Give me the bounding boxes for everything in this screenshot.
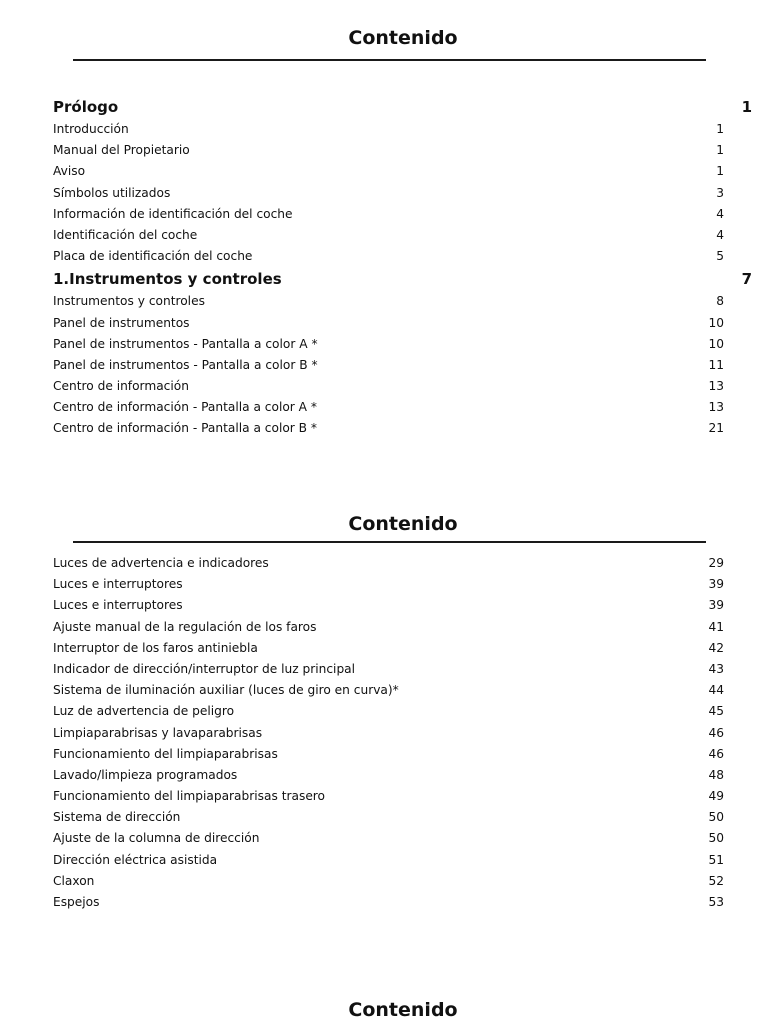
toc-page-number: 48 — [708, 767, 724, 782]
toc-chapter-entry[interactable] — [53, 267, 752, 291]
toc-entry[interactable] — [53, 871, 752, 892]
toc-page-number: 1 — [716, 143, 724, 158]
toc-page-number: 7 — [741, 270, 752, 289]
toc-page-number: 50 — [708, 810, 724, 825]
toc-entry[interactable] — [53, 807, 752, 828]
toc-entry-label: Centro de información - Pantalla a color A * — [53, 400, 317, 415]
toc-entry-label: Indicador de dirección/interruptor de luz principal — [53, 661, 356, 676]
toc-page-number: 53 — [708, 895, 724, 909]
toc-entry-label: Prólogo — [53, 98, 119, 116]
toc-chapter-entry[interactable] — [53, 95, 752, 119]
toc-entry-label: Placa de identificación del coche — [53, 249, 253, 264]
toc-entry-label: Funcionamiento del limpiaparabrisas — [53, 746, 278, 761]
toc-page-number: 39 — [708, 577, 724, 592]
toc-entry-label: Sistema de iluminación auxiliar (luces de giro en curva)* — [53, 683, 399, 698]
toc-entry[interactable] — [53, 701, 752, 722]
toc-page-number: 11 — [708, 357, 724, 372]
toc-page-number: 29 — [708, 556, 724, 570]
toc-entry-label: Luces de advertencia e indicadores — [53, 556, 269, 570]
toc-entry-label: Ajuste manual de la regulación de los faros — [53, 619, 317, 634]
toc-page-number: 1 — [716, 164, 724, 179]
toc-entry[interactable] — [53, 225, 752, 246]
toc-entry[interactable] — [53, 161, 752, 182]
toc-page-number: 41 — [708, 619, 724, 634]
toc-page-number: 49 — [708, 789, 724, 804]
toc-entry[interactable] — [53, 355, 752, 376]
toc-page-number: 10 — [708, 336, 724, 351]
toc-entry[interactable] — [53, 376, 752, 397]
toc-entry-label: Introducción — [53, 122, 129, 136]
toc-entry[interactable] — [53, 659, 752, 680]
toc-page-number: 39 — [708, 598, 724, 613]
toc-entry[interactable] — [53, 680, 752, 701]
toc-entry[interactable] — [53, 744, 752, 765]
title-divider — [73, 59, 706, 61]
toc-entry[interactable] — [53, 334, 752, 355]
toc-page-number: 5 — [716, 249, 724, 264]
page-title: Contenido — [348, 513, 458, 535]
toc-page-number: 4 — [716, 206, 724, 221]
toc-entry-label: Centro de información — [53, 379, 189, 394]
toc-entry-label: Limpiaparabrisas y lavaparabrisas — [53, 725, 263, 740]
toc-page-number: 13 — [708, 400, 724, 415]
toc-entry-label: Dirección eléctrica asistida — [53, 852, 218, 867]
toc-page-number: 10 — [708, 315, 724, 330]
toc-page-number: 43 — [708, 661, 724, 676]
toc-entry-label: 1.Instrumentos y controles — [53, 270, 282, 289]
toc-entry[interactable] — [53, 291, 752, 312]
toc-entry[interactable] — [53, 204, 752, 225]
toc-entry-label: Instrumentos y controles — [53, 294, 205, 309]
toc-page-number: 51 — [708, 852, 724, 867]
toc-entry[interactable] — [53, 119, 752, 140]
toc-entry[interactable] — [53, 617, 752, 638]
toc-entry-label: Panel de instrumentos - Pantalla a color B * — [53, 357, 318, 372]
toc-entry-label: Información de identificación del coche — [53, 206, 293, 221]
page-title: Contenido — [348, 999, 458, 1021]
toc-page-number: 1 — [741, 98, 752, 116]
toc-page-number: 3 — [716, 185, 724, 200]
toc-page-number: 46 — [708, 725, 724, 740]
toc-list — [53, 553, 752, 913]
toc-page-number: 13 — [708, 379, 724, 394]
toc-entry[interactable] — [53, 418, 752, 439]
toc-entry[interactable] — [53, 397, 752, 418]
toc-entry[interactable] — [53, 786, 752, 807]
toc-entry-label: Identificación del coche — [53, 227, 198, 242]
toc-entry-label: Luz de advertencia de peligro — [53, 704, 235, 719]
toc-entry-label: Espejos — [53, 895, 100, 909]
toc-entry-label: Luces e interruptores — [53, 598, 183, 613]
toc-entry-label: Aviso — [53, 164, 86, 179]
title-divider — [73, 541, 706, 543]
toc-list — [53, 95, 752, 440]
toc-entry-label: Panel de instrumentos - Pantalla a color A * — [53, 336, 318, 351]
toc-entry-label: Manual del Propietario — [53, 143, 190, 158]
toc-entry[interactable] — [53, 553, 752, 574]
toc-entry[interactable] — [53, 574, 752, 595]
toc-page-number: 44 — [708, 683, 724, 698]
toc-entry-label: Lavado/limpieza programados — [53, 767, 238, 782]
toc-entry[interactable] — [53, 638, 752, 659]
toc-entry[interactable] — [53, 595, 752, 616]
toc-entry[interactable] — [53, 140, 752, 161]
toc-entry-label: Interruptor de los faros antiniebla — [53, 640, 258, 655]
toc-page-number: 1 — [716, 122, 724, 136]
toc-entry[interactable] — [53, 892, 752, 913]
toc-entry-label: Luces e interruptores — [53, 577, 183, 592]
toc-entry[interactable] — [53, 850, 752, 871]
toc-entry[interactable] — [53, 828, 752, 849]
toc-entry-label: Funcionamiento del limpiaparabrisas trasero — [53, 789, 326, 804]
toc-page-number: 8 — [716, 294, 724, 309]
toc-page-number: 46 — [708, 746, 724, 761]
toc-entry-label: Centro de información - Pantalla a color B * — [53, 421, 318, 436]
toc-entry-label: Sistema de dirección — [53, 810, 181, 825]
page-title: Contenido — [348, 27, 458, 49]
toc-page-number: 42 — [708, 640, 724, 655]
toc-page-number: 4 — [716, 227, 724, 242]
toc-page-number: 21 — [708, 421, 724, 436]
toc-page-number: 45 — [708, 704, 724, 719]
toc-page-number: 50 — [708, 831, 724, 846]
toc-page-number: 52 — [708, 873, 724, 888]
toc-entry-label: Claxon — [53, 873, 95, 888]
toc-entry[interactable] — [53, 246, 752, 267]
toc-entry[interactable] — [53, 313, 752, 334]
toc-entry-label: Panel de instrumentos — [53, 315, 190, 330]
toc-entry[interactable] — [53, 765, 752, 786]
toc-entry-label: Ajuste de la columna de dirección — [53, 831, 260, 846]
toc-entry[interactable] — [53, 723, 752, 744]
toc-entry-label: Símbolos utilizados — [53, 185, 171, 200]
toc-entry[interactable] — [53, 183, 752, 204]
